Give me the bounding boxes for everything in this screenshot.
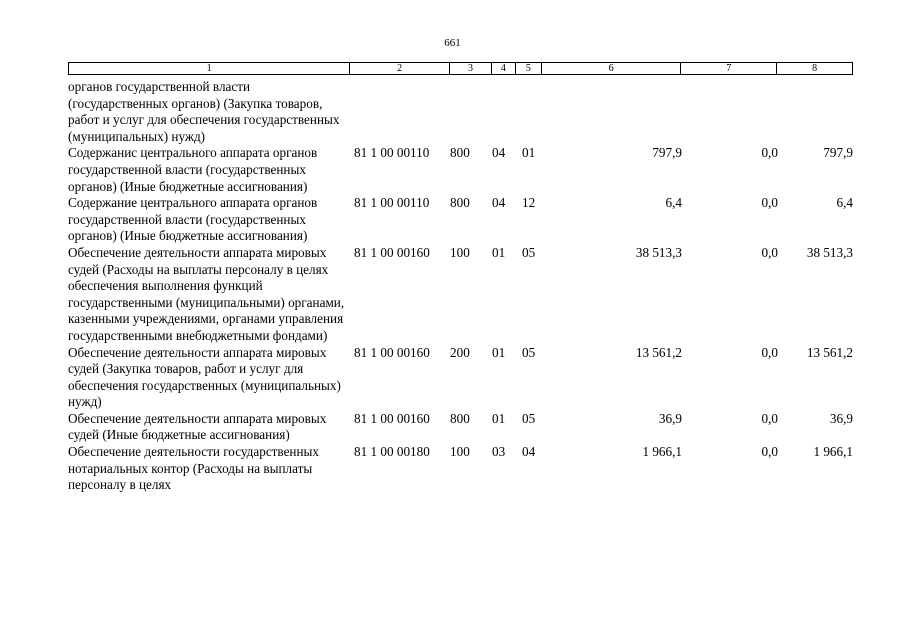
table-row bbox=[68, 145, 853, 195]
row-value-7: 0,0 bbox=[761, 145, 778, 161]
row-rz: 03 bbox=[492, 444, 506, 460]
header-col-7: 7 bbox=[681, 63, 777, 74]
page-number: 661 bbox=[444, 37, 461, 49]
row-rz bbox=[492, 79, 516, 145]
row-value-8: 36,9 bbox=[829, 410, 853, 426]
row-vr: 800 bbox=[450, 145, 470, 161]
row-value-8: 38 513,3 bbox=[806, 244, 853, 260]
row-value-7: 0,0 bbox=[761, 410, 778, 426]
table-row bbox=[68, 79, 853, 145]
row-value-6: 13 561,2 bbox=[635, 344, 682, 360]
row-pr bbox=[516, 79, 542, 145]
row-vr: 100 bbox=[450, 244, 470, 260]
row-vr: 100 bbox=[450, 444, 470, 460]
row-value-8: 797,9 bbox=[823, 145, 853, 161]
row-value-6: 38 513,3 bbox=[635, 244, 682, 260]
row-pr: 05 bbox=[522, 244, 536, 260]
row-name: органов государственной власти (государственных органов) (Закупка товаров, работ и услуг для обеспечения государственных (муниципальных) нужд) bbox=[68, 79, 340, 144]
table-row bbox=[68, 444, 853, 494]
row-value-8: 6,4 bbox=[836, 195, 853, 211]
row-vr: 200 bbox=[450, 344, 470, 360]
row-code: 81 1 00 00110 bbox=[354, 195, 430, 211]
table-body bbox=[68, 79, 853, 494]
row-code: 81 1 00 00160 bbox=[354, 344, 430, 360]
row-value-6 bbox=[542, 79, 682, 145]
row-value-8: 13 561,2 bbox=[806, 344, 853, 360]
row-name: Обеспечение деятельности аппарата мировых судей (Иные бюджетные ассигнования) bbox=[68, 410, 327, 443]
row-name: Обеспечение деятельности аппарата мировых судей (Расходы на выплаты персоналу в целях обеспечения выполнения функций государственными (муниципальными) органами, казенными учреждениями, органами управления государственными внебюджетными фондами) bbox=[68, 244, 345, 343]
header-col-4: 4 bbox=[492, 63, 516, 74]
row-value-7: 0,0 bbox=[761, 444, 778, 460]
row-value-6: 6,4 bbox=[665, 195, 682, 211]
row-vr bbox=[450, 79, 492, 145]
row-value-7: 0,0 bbox=[761, 344, 778, 360]
row-pr: 05 bbox=[522, 410, 536, 426]
row-rz: 04 bbox=[492, 195, 506, 211]
row-rz: 04 bbox=[492, 145, 506, 161]
row-code: 81 1 00 00160 bbox=[354, 410, 430, 426]
row-value-6: 797,9 bbox=[652, 145, 682, 161]
row-code: 81 1 00 00160 bbox=[354, 244, 430, 260]
row-pr: 01 bbox=[522, 145, 536, 161]
row-name: Обеспечение деятельности государственных нотариальных контор (Расходы на выплаты персоналу в целях bbox=[68, 444, 320, 493]
header-col-8: 8 bbox=[812, 63, 818, 74]
header-col-5: 5 bbox=[516, 63, 542, 74]
row-code bbox=[350, 79, 450, 145]
row-code: 81 1 00 00110 bbox=[354, 145, 430, 161]
row-rz: 01 bbox=[492, 344, 506, 360]
row-vr: 800 bbox=[450, 195, 470, 211]
table-row bbox=[68, 245, 853, 345]
header-col-3: 3 bbox=[450, 63, 492, 74]
header-col-2: 2 bbox=[350, 63, 450, 74]
row-name: Содержание центрального аппарата органов государственной власти (государственных органов) (Иные бюджетные ассигнования) bbox=[68, 195, 318, 244]
table-header bbox=[68, 62, 853, 75]
row-name: Содержанис центрального аппарата органов государственной власти (государственных органов) (Иные бюджетные ассигнования) bbox=[68, 145, 318, 194]
row-value-8 bbox=[778, 79, 853, 145]
header-col-1: 1 bbox=[69, 63, 350, 74]
row-pr: 12 bbox=[522, 195, 536, 211]
row-vr: 800 bbox=[450, 410, 470, 426]
row-pr: 04 bbox=[522, 444, 536, 460]
row-value-6: 36,9 bbox=[658, 410, 682, 426]
row-rz: 01 bbox=[492, 410, 506, 426]
table-row bbox=[68, 411, 853, 444]
row-name: Обеспечение деятельности аппарата мировых судей (Закупка товаров, работ и услуг для обеспечения государственных (муниципальных) нужд) bbox=[68, 344, 341, 410]
table-row bbox=[68, 195, 853, 245]
row-rz: 01 bbox=[492, 244, 506, 260]
row-pr: 05 bbox=[522, 344, 536, 360]
row-value-7: 0,0 bbox=[761, 244, 778, 260]
row-code: 81 1 00 00180 bbox=[354, 444, 430, 460]
row-value-6: 1 966,1 bbox=[642, 444, 682, 460]
header-col-6: 6 bbox=[542, 63, 682, 74]
row-value-7: 0,0 bbox=[761, 195, 778, 211]
row-value-7 bbox=[682, 79, 778, 145]
row-value-8: 1 966,1 bbox=[813, 444, 853, 460]
table-row bbox=[68, 345, 853, 411]
